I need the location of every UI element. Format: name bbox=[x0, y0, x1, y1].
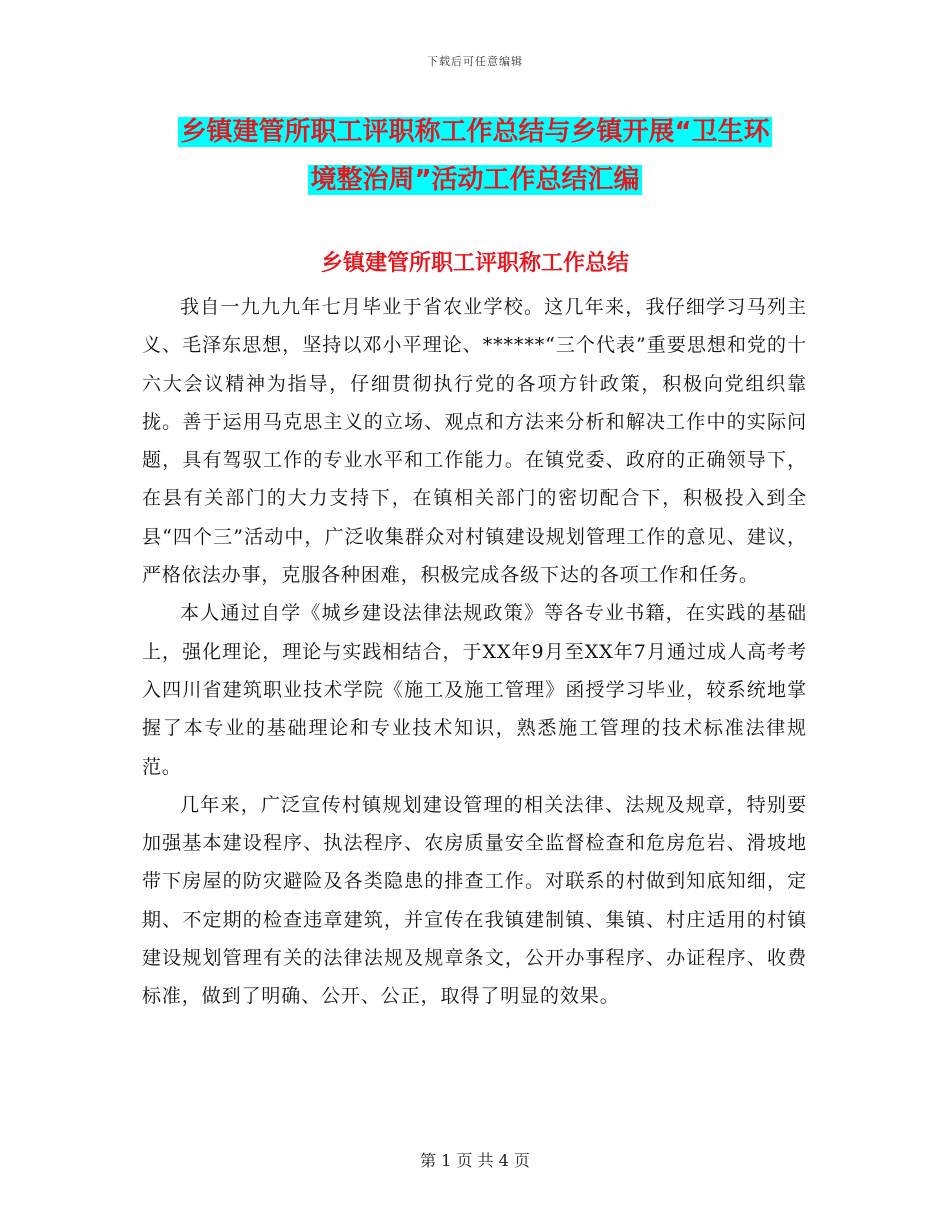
header-note: 下载后可任意编辑 bbox=[427, 55, 523, 68]
document-title bbox=[145, 108, 805, 204]
paragraph-2: 本人通过自学《城乡建设法律法规政策》等各专业书籍，在实践的基础上，强化理论，理论与实践相结合，于XX年9月至XX年7月通过成人高考考入四川省建筑职业技术学院《施工及施工管理》函授学习毕业，较系统地掌握了本专业的基础理论和专业技术知识，熟悉施工管理的技术标准法律规范。 bbox=[142, 602, 807, 778]
paragraph-3: 几年来，广泛宣传村镇规划建设管理的相关法律、法规及规章，特别要加强基本建设程序、执法程序、农房质量安全监督检查和危房危岩、滑坡地带下房屋的防灾避险及各类隐患的排查工作。对联系的村做到知底知细，定期、不定期的检查违章建筑，并宣传在我镇建制镇、集镇、村庄适用的村镇建设规划管理有关的法律法规及规章条文，公开办事程序、办证程序、收费标准，做到了明确、公开、公正，取得了明显的效果。 bbox=[142, 793, 807, 1008]
section-title: 乡镇建管所职工评职称工作总结 bbox=[320, 251, 629, 276]
title-line-2: 境整治周”活动工作总结汇编 bbox=[310, 165, 640, 195]
page-indicator: 第 1 页 共 4 页 bbox=[420, 1151, 530, 1170]
paragraph-1: 我自一九九九年七月毕业于省农业学校。这几年来，我仔细学习马列主义、毛泽东思想，坚持以邓小平理论、******“三个代表”重要思想和党的十六大会议精神为指导，仔细贯彻执行党的各项方针政策，积极向党组织靠拢。善于运用马克思主义的立场、观点和方法来分析和解决工作中的实际问题，具有驾驭工作的专业水平和工作能力。在镇党委、政府的正确领导下，在县有关部门的大力支持下，在镇相关部门的密切配合下，积极投入到全县“四个三”活动中，广泛收集群众对村镇建设规划管理工作的意见、建议，严格依法办事，克服各种困难，积极完成各级下达的各项工作和任务。 bbox=[142, 296, 807, 587]
document-body bbox=[142, 288, 807, 1016]
title-line-1: 乡镇建管所职工评职称工作总结与乡镇开展“卫生环 bbox=[180, 117, 770, 147]
